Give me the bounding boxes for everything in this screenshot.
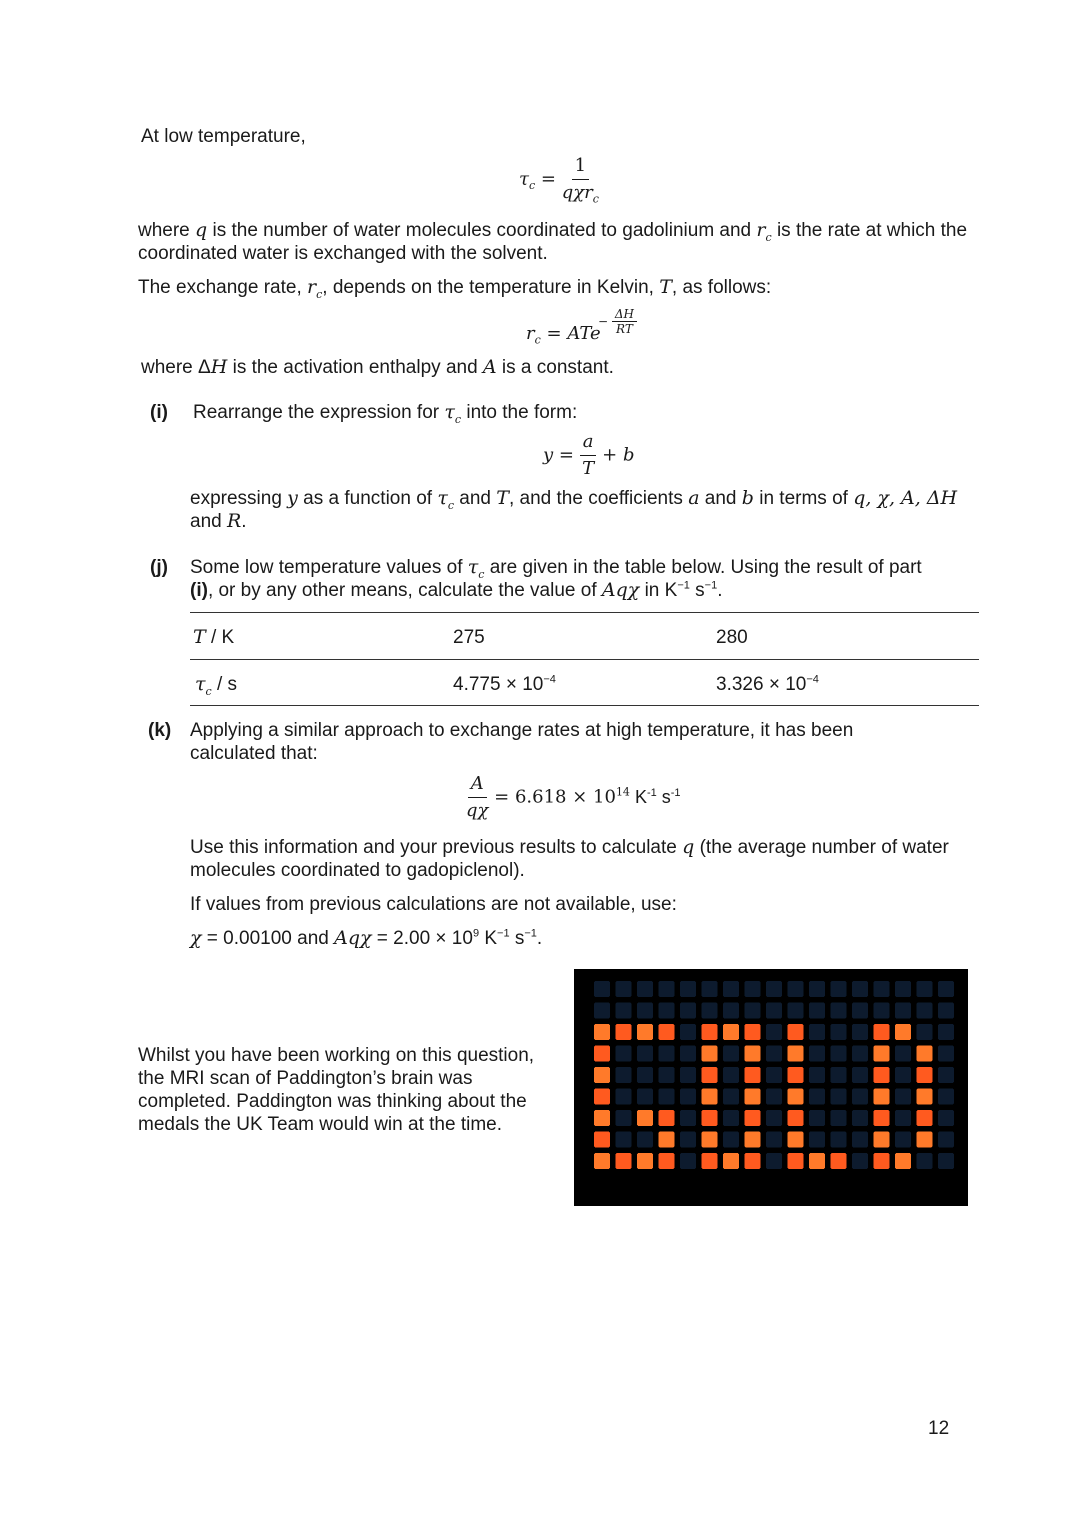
mri-pixel-dim — [895, 1067, 911, 1083]
mri-pixel-dim — [616, 1132, 632, 1148]
mri-pixel-dim — [766, 1067, 782, 1083]
mri-pixel-lit — [745, 1132, 761, 1148]
table-rule-middle — [190, 659, 979, 660]
mri-pixel-lit — [702, 1110, 718, 1126]
mri-pixel-dim — [852, 1132, 868, 1148]
mri-pixel-dim — [874, 1003, 890, 1019]
mri-pixel-dim — [938, 1024, 954, 1040]
mri-pixel-dim — [809, 1046, 825, 1062]
mri-pixel-dim — [831, 1089, 847, 1105]
part-k-prompt: Applying a similar approach to exchange rates at high temperature, it has been calculated that: — [190, 720, 854, 764]
mri-pixel-lit — [723, 1024, 739, 1040]
mri-pixel-lit — [659, 1132, 675, 1148]
table-row-header-tau: $\tau_c$ / s — [195, 673, 238, 698]
mri-pixel-dim — [680, 1067, 696, 1083]
mri-pixel-dim — [616, 1003, 632, 1019]
mri-pixel-dim — [938, 1089, 954, 1105]
mri-pixel-dim — [680, 1003, 696, 1019]
closing-paragraph: Whilst you have been working on this question, the MRI scan of Paddington’s brain was completed. Paddington was thinking about the medals the UK Team would win at the time. — [138, 1045, 535, 1135]
mri-pixel-lit — [788, 1046, 804, 1062]
mri-pixel-dim — [852, 1153, 868, 1169]
mri-pixel-lit — [788, 1067, 804, 1083]
mri-pixel-dim — [938, 1110, 954, 1126]
mri-pixel-dim — [938, 1046, 954, 1062]
mri-pixel-lit — [616, 1153, 632, 1169]
mri-pixel-dim — [938, 1003, 954, 1019]
mri-pixel-dim — [680, 1024, 696, 1040]
mri-pixel-lit — [616, 1024, 632, 1040]
mri-pixel-dim — [766, 1003, 782, 1019]
mri-pixel-dim — [852, 1046, 868, 1062]
mri-pixel-dim — [809, 1089, 825, 1105]
mri-pixel-lit — [594, 1024, 610, 1040]
mri-pixel-dim — [874, 981, 890, 997]
mri-pixel-lit — [895, 1153, 911, 1169]
mri-pixel-dim — [723, 1003, 739, 1019]
mri-pixel-lit — [702, 1024, 718, 1040]
mri-pixel-lit — [594, 1132, 610, 1148]
table-rule-top — [190, 612, 979, 613]
mri-pixel-dim — [917, 1024, 933, 1040]
mri-pixel-dim — [680, 1153, 696, 1169]
mri-pixel-dim — [831, 1067, 847, 1083]
mri-pixel-dim — [938, 1067, 954, 1083]
mri-pixel-dim — [594, 1003, 610, 1019]
mri-pixel-dim — [680, 1132, 696, 1148]
mri-pixel-dim — [766, 1110, 782, 1126]
mri-pixel-lit — [702, 1089, 718, 1105]
mri-pixel-lit — [917, 1067, 933, 1083]
mri-pixel-lit — [917, 1089, 933, 1105]
mri-scan-image — [574, 969, 968, 1206]
mri-pixel-lit — [594, 1153, 610, 1169]
mri-pixel-dim — [702, 1003, 718, 1019]
table-cell-temp-1: 275 — [453, 627, 485, 648]
mri-pixel-dim — [637, 1046, 653, 1062]
mri-pixel-lit — [917, 1046, 933, 1062]
mri-pixel-dim — [831, 1046, 847, 1062]
exchange-rate-paragraph: The exchange rate, $r_c$, depends on the temperature in Kelvin, T, as follows: — [138, 276, 772, 301]
part-k-label: (k) — [148, 720, 172, 741]
mri-pixel-lit — [831, 1153, 847, 1169]
mri-pixel-dim — [917, 1003, 933, 1019]
mri-pixel-lit — [745, 1089, 761, 1105]
part-i-label: (i) — [150, 402, 168, 423]
mri-pixel-lit — [874, 1067, 890, 1083]
mri-pixel-dim — [938, 1153, 954, 1169]
mri-pixel-dim — [831, 1003, 847, 1019]
table-row-header-temperature: T / K — [193, 626, 235, 648]
mri-pixel-lit — [594, 1089, 610, 1105]
part-k-if-not-available: If values from previous calculations are not available, use: — [190, 894, 677, 915]
mri-pixel-lit — [594, 1067, 610, 1083]
mri-pixel-lit — [788, 1089, 804, 1105]
mri-pixel-dim — [616, 1110, 632, 1126]
mri-pixel-dim — [659, 1003, 675, 1019]
table-cell-temp-2: 280 — [716, 627, 748, 648]
table-cell-tau-2: $3.326 \times 10^{-4}$ — [716, 673, 819, 695]
mri-pixel-dim — [723, 1089, 739, 1105]
mri-pixel-dim — [616, 1067, 632, 1083]
mri-pixel-dim — [659, 1089, 675, 1105]
mri-pixel-dim — [637, 1003, 653, 1019]
mri-pixel-lit — [788, 1132, 804, 1148]
mri-pixel-lit — [874, 1024, 890, 1040]
mri-pixel-lit — [874, 1110, 890, 1126]
mri-pixel-lit — [745, 1110, 761, 1126]
mri-pixel-dim — [680, 1110, 696, 1126]
mri-pixel-dim — [723, 1046, 739, 1062]
mri-pixel-dim — [895, 1046, 911, 1062]
mri-pixel-dim — [852, 1067, 868, 1083]
mri-pixel-dim — [616, 981, 632, 997]
mri-pixel-dim — [852, 981, 868, 997]
mri-pixel-lit — [637, 1024, 653, 1040]
mri-pixel-lit — [917, 1110, 933, 1126]
mri-pixel-dim — [831, 1024, 847, 1040]
mri-pixel-lit — [917, 1132, 933, 1148]
mri-pixel-dim — [852, 1024, 868, 1040]
where-q-paragraph: where q is the number of water molecules coordinated to gadolinium and $r_c$ is the rate at which the coordinated water is exchanged with the solvent. — [138, 219, 968, 264]
mri-pixel-dim — [809, 1003, 825, 1019]
mri-pixel-lit — [809, 1153, 825, 1169]
mri-pixel-dim — [809, 1110, 825, 1126]
mri-pixel-lit — [788, 1110, 804, 1126]
mri-pixel-dim — [680, 1046, 696, 1062]
mri-pixel-dim — [809, 1024, 825, 1040]
mri-pixel-dim — [809, 1067, 825, 1083]
mri-pixel-lit — [874, 1132, 890, 1148]
mri-pixel-dim — [766, 1132, 782, 1148]
mri-pixel-dim — [917, 1153, 933, 1169]
table-cell-tau-1: $4.775 \times 10^{-4}$ — [453, 673, 556, 695]
mri-pixel-lit — [637, 1153, 653, 1169]
mri-pixel-lit — [659, 1110, 675, 1126]
mri-pixel-dim — [766, 1089, 782, 1105]
part-j-label: (j) — [150, 557, 168, 578]
table-rule-bottom — [190, 705, 979, 706]
mri-pixel-dim — [852, 1003, 868, 1019]
intro-text: At low temperature, — [141, 126, 306, 147]
mri-scan-grid — [574, 969, 968, 1206]
part-i-prompt: Rearrange the expression for $\tau_c$ into the form: — [193, 401, 578, 426]
mri-pixel-dim — [616, 1046, 632, 1062]
mri-pixel-lit — [702, 1067, 718, 1083]
mri-pixel-dim — [938, 981, 954, 997]
mri-pixel-dim — [895, 1110, 911, 1126]
mri-pixel-dim — [766, 1024, 782, 1040]
equation-tau-c: $\tau_c$ = $\frac{1}{q\chi r_c}$ — [519, 155, 599, 206]
equation-linear-form: y = $\frac{a}{T}$ + b — [543, 431, 635, 479]
mri-pixel-lit — [895, 1024, 911, 1040]
mri-pixel-lit — [745, 1024, 761, 1040]
mri-pixel-dim — [723, 1110, 739, 1126]
mri-pixel-dim — [637, 1089, 653, 1105]
mri-pixel-lit — [659, 1153, 675, 1169]
mri-pixel-lit — [723, 1153, 739, 1169]
mri-pixel-dim — [938, 1132, 954, 1148]
part-j-prompt: Some low temperature values of $\tau_c$ are given in the table below. Using the result of part (i), or by any other means, calculate the value of Aqχ in $K^{-1}$ $s^{-1}$. — [190, 556, 922, 601]
mri-pixel-dim — [680, 981, 696, 997]
mri-pixel-lit — [745, 1153, 761, 1169]
mri-pixel-lit — [874, 1089, 890, 1105]
equation-high-temp: $\frac{A}{q\chi}$ = $6.618 \times 10^{14}$ $K^{-1}$ $s^{-1}$ — [466, 773, 681, 821]
mri-pixel-dim — [723, 1132, 739, 1148]
mri-pixel-lit — [745, 1067, 761, 1083]
mri-pixel-dim — [723, 1067, 739, 1083]
mri-pixel-dim — [766, 981, 782, 997]
mri-pixel-dim — [745, 981, 761, 997]
mri-pixel-dim — [702, 981, 718, 997]
mri-pixel-dim — [831, 1110, 847, 1126]
mri-pixel-dim — [895, 981, 911, 997]
mri-pixel-dim — [766, 1153, 782, 1169]
mri-pixel-dim — [659, 981, 675, 997]
page-number: 12 — [928, 1418, 950, 1439]
mri-pixel-dim — [659, 1067, 675, 1083]
mri-pixel-lit — [874, 1046, 890, 1062]
mri-pixel-dim — [594, 981, 610, 997]
where-dh-paragraph: where ΔH is the activation enthalpy and A is a constant. — [141, 356, 614, 378]
mri-pixel-dim — [637, 981, 653, 997]
part-i-expressing: expressing y as a function of $\tau_c$ and T, and the coefficients a and b in terms of q, χ, A, ΔH and R. — [190, 487, 958, 532]
mri-pixel-lit — [788, 1024, 804, 1040]
mri-pixel-dim — [723, 981, 739, 997]
mri-pixel-lit — [702, 1153, 718, 1169]
mri-pixel-lit — [659, 1024, 675, 1040]
part-k-fallback-values: χ = 0.00100 and $Aq\chi = 2.00 \times 10^9$ $K^{-1}$ $s^{-1}$. — [190, 927, 543, 949]
part-k-use-info: Use this information and your previous results to calculate q (the average number of water molecules coordinated to gadopiclenol). — [190, 836, 949, 881]
equation-rate: $r_c$ = ATe — [526, 323, 601, 347]
equation-rate-exponent: − $\frac{\Delta H}{RT}$ — [598, 308, 637, 335]
mri-pixel-dim — [745, 1003, 761, 1019]
mri-pixel-dim — [637, 1067, 653, 1083]
mri-pixel-dim — [831, 1132, 847, 1148]
mri-pixel-lit — [594, 1046, 610, 1062]
mri-pixel-lit — [702, 1046, 718, 1062]
mri-pixel-lit — [745, 1046, 761, 1062]
mri-pixel-lit — [874, 1153, 890, 1169]
mri-pixel-dim — [680, 1089, 696, 1105]
mri-pixel-lit — [702, 1132, 718, 1148]
mri-pixel-lit — [788, 1153, 804, 1169]
mri-pixel-dim — [788, 981, 804, 997]
mri-pixel-dim — [659, 1046, 675, 1062]
mri-pixel-dim — [616, 1089, 632, 1105]
mri-pixel-lit — [594, 1110, 610, 1126]
mri-pixel-dim — [895, 1132, 911, 1148]
mri-pixel-dim — [852, 1110, 868, 1126]
mri-pixel-dim — [809, 1132, 825, 1148]
mri-pixel-dim — [788, 1003, 804, 1019]
mri-pixel-dim — [766, 1046, 782, 1062]
mri-pixel-dim — [809, 981, 825, 997]
mri-pixel-dim — [917, 981, 933, 997]
mri-pixel-lit — [637, 1110, 653, 1126]
mri-pixel-dim — [637, 1132, 653, 1148]
mri-pixel-dim — [895, 1003, 911, 1019]
mri-pixel-dim — [831, 981, 847, 997]
mri-pixel-dim — [852, 1089, 868, 1105]
mri-pixel-dim — [895, 1089, 911, 1105]
